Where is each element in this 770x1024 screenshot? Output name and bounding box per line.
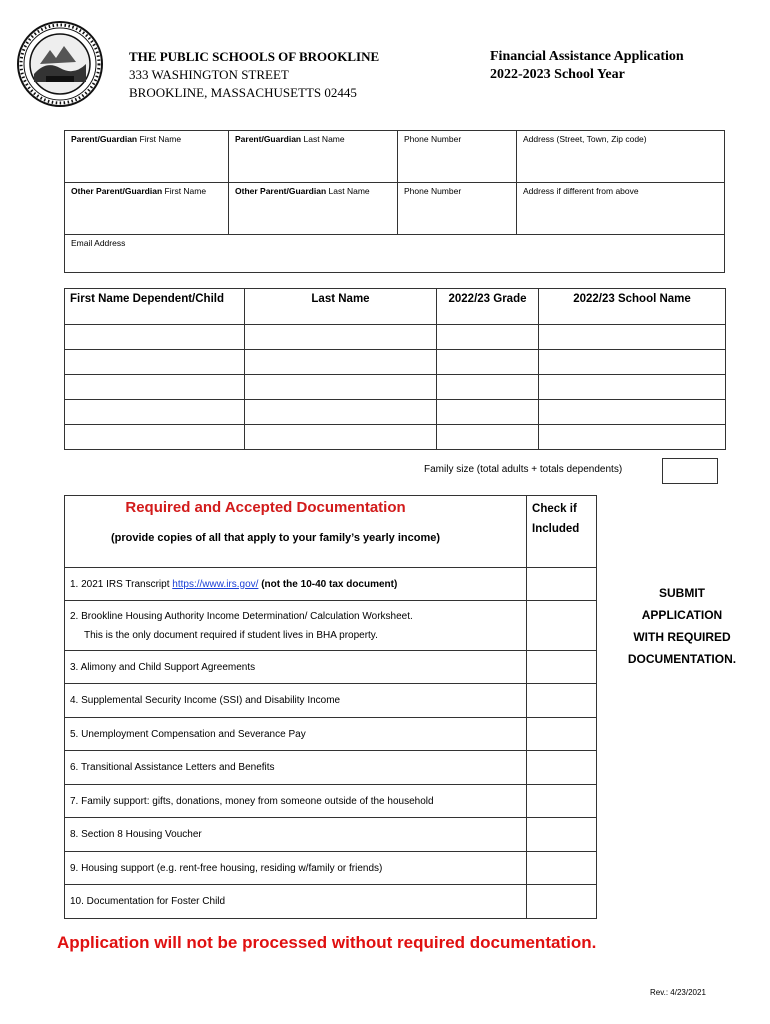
documentation-title-cell: [65, 496, 527, 568]
revision-date: Rev.: 4/23/2021: [650, 988, 706, 997]
item-text: 2. Brookline Housing Authority Income Determination/ Calculation Worksheet.: [70, 610, 413, 622]
table-row: [65, 325, 726, 350]
dependent-school-cell[interactable]: [539, 400, 726, 425]
dependent-last-name-cell[interactable]: [245, 350, 437, 375]
documentation-item-9: 9. Housing support (e.g. rent-free housing, residing w/family or friends): [65, 852, 527, 885]
dependent-first-name-cell[interactable]: [65, 375, 245, 400]
guardian-last-name-field[interactable]: [228, 130, 398, 183]
documentation-subtitle: (provide copies of all that apply to your family’s yearly income): [110, 532, 441, 544]
other-guardian-last-name-field[interactable]: [228, 182, 398, 235]
field-label: Phone Number: [404, 134, 462, 144]
field-label: First Name: [162, 186, 207, 196]
org-city: BROOKLINE, MASSACHUSETTS 02445: [129, 85, 357, 100]
field-label-bold: Other Parent/Guardian: [71, 186, 163, 196]
field-label: Phone Number: [404, 186, 462, 196]
documentation-item-1: [65, 568, 527, 601]
dependent-first-name-cell[interactable]: [65, 400, 245, 425]
list-item: [65, 818, 597, 852]
dependent-grade-cell[interactable]: [437, 425, 539, 450]
list-item: [65, 852, 597, 885]
dependent-school-cell[interactable]: [539, 325, 726, 350]
dependent-first-name-cell[interactable]: [65, 350, 245, 375]
field-label-bold: Other Parent/Guardian: [235, 186, 327, 196]
checkbox-cell[interactable]: [527, 718, 597, 751]
checkbox-cell[interactable]: [527, 852, 597, 885]
column-header: 2022/23 School Name: [539, 289, 726, 325]
email-address-field[interactable]: [64, 234, 725, 273]
documentation-item-8: 8. Section 8 Housing Voucher: [65, 818, 527, 852]
field-label: Email Address: [71, 238, 126, 248]
dependent-first-name-cell[interactable]: [65, 425, 245, 450]
field-label: Last Name: [326, 186, 370, 196]
submit-instructions: [612, 582, 752, 670]
dependent-school-cell[interactable]: [539, 425, 726, 450]
documentation-table: [64, 495, 597, 919]
guardian-first-name-field[interactable]: [64, 130, 229, 183]
guardian-address-field[interactable]: [516, 130, 725, 183]
documentation-item-7: 7. Family support: gifts, donations, money from someone outside of the household: [65, 785, 527, 818]
dependent-grade-cell[interactable]: [437, 350, 539, 375]
irs-link[interactable]: https://www.irs.gov/: [172, 578, 259, 590]
dependent-grade-cell[interactable]: [437, 375, 539, 400]
checkbox-cell[interactable]: [527, 651, 597, 684]
list-item: [65, 684, 597, 718]
list-item: [65, 568, 597, 601]
item-text-bold: (not the 10-40 tax document): [258, 578, 398, 590]
documentation-item-10: 10. Documentation for Foster Child: [65, 885, 527, 919]
checkbox-cell[interactable]: [527, 568, 597, 601]
field-label-bold: Parent/Guardian: [235, 134, 302, 144]
documentation-item-6: 6. Transitional Assistance Letters and Benefits: [65, 751, 527, 785]
family-size-input[interactable]: [662, 458, 718, 484]
table-row: [65, 350, 726, 375]
column-header: 2022/23 Grade: [437, 289, 539, 325]
application-title-block: [490, 48, 684, 84]
item-text: 1. 2021 IRS Transcript: [70, 578, 173, 590]
dependent-last-name-cell[interactable]: [245, 325, 437, 350]
field-label: First Name: [137, 134, 182, 144]
dependent-first-name-cell[interactable]: [65, 325, 245, 350]
family-size-label: Family size (total adults + totals dependents): [424, 464, 623, 475]
org-name: THE PUBLIC SCHOOLS OF BROOKLINE: [129, 49, 380, 64]
dependent-last-name-cell[interactable]: [245, 375, 437, 400]
dependent-grade-cell[interactable]: [437, 400, 539, 425]
list-item: [65, 718, 597, 751]
other-guardian-address-field[interactable]: [516, 182, 725, 235]
field-label: Last Name: [301, 134, 345, 144]
application-title: Financial Assistance Application: [490, 49, 684, 64]
dependent-grade-cell[interactable]: [437, 325, 539, 350]
school-org-block: [129, 48, 379, 102]
item-text: This is the only document required if student lives in BHA property.: [84, 629, 378, 641]
list-item: [65, 601, 597, 651]
checkbox-cell[interactable]: [527, 818, 597, 852]
dependent-school-cell[interactable]: [539, 350, 726, 375]
dependent-last-name-cell[interactable]: [245, 400, 437, 425]
list-item: [65, 751, 597, 785]
field-label: Address (Street, Town, Zip code): [523, 134, 647, 144]
checkbox-cell[interactable]: [527, 684, 597, 718]
guardian-phone-field[interactable]: [397, 130, 517, 183]
brookline-seal-logo: [16, 20, 104, 108]
submit-line: SUBMIT: [659, 586, 705, 600]
check-header-line1: Check if: [532, 503, 577, 515]
documentation-title: Required and Accepted Documentation: [125, 499, 406, 516]
documentation-item-2: [65, 601, 527, 651]
dependents-header-row: [65, 289, 726, 325]
school-year: 2022-2023 School Year: [490, 67, 625, 82]
column-header: Last Name: [245, 289, 437, 325]
checkbox-cell[interactable]: [527, 785, 597, 818]
checkbox-cell[interactable]: [527, 751, 597, 785]
submit-line: APPLICATION: [641, 608, 723, 622]
submit-line: DOCUMENTATION.: [627, 652, 737, 666]
other-guardian-first-name-field[interactable]: [64, 182, 229, 235]
column-header: First Name Dependent/Child: [65, 289, 245, 325]
dependent-last-name-cell[interactable]: [245, 425, 437, 450]
field-label: Address if different from above: [523, 186, 639, 196]
other-guardian-phone-field[interactable]: [397, 182, 517, 235]
checkbox-cell[interactable]: [527, 601, 597, 651]
dependents-table: [64, 288, 726, 450]
dependent-school-cell[interactable]: [539, 375, 726, 400]
list-item: [65, 785, 597, 818]
table-row: [65, 375, 726, 400]
submit-line: WITH REQUIRED: [633, 630, 731, 644]
table-row: [65, 400, 726, 425]
documentation-item-3: 3. Alimony and Child Support Agreements: [65, 651, 527, 684]
checkbox-cell[interactable]: [527, 885, 597, 919]
documentation-item-5: 5. Unemployment Compensation and Severance Pay: [65, 718, 527, 751]
list-item: [65, 651, 597, 684]
documentation-item-4: 4. Supplemental Security Income (SSI) and Disability Income: [65, 684, 527, 718]
check-header-line2: Included: [532, 523, 580, 535]
documentation-header-row: [65, 496, 597, 568]
table-row: [65, 425, 726, 450]
check-if-included-header: [527, 496, 597, 568]
field-label-bold: Parent/Guardian: [71, 134, 138, 144]
processing-warning: Application will not be processed without required documentation.: [57, 933, 597, 952]
list-item: [65, 885, 597, 919]
org-street: 333 WASHINGTON STREET: [129, 67, 289, 82]
